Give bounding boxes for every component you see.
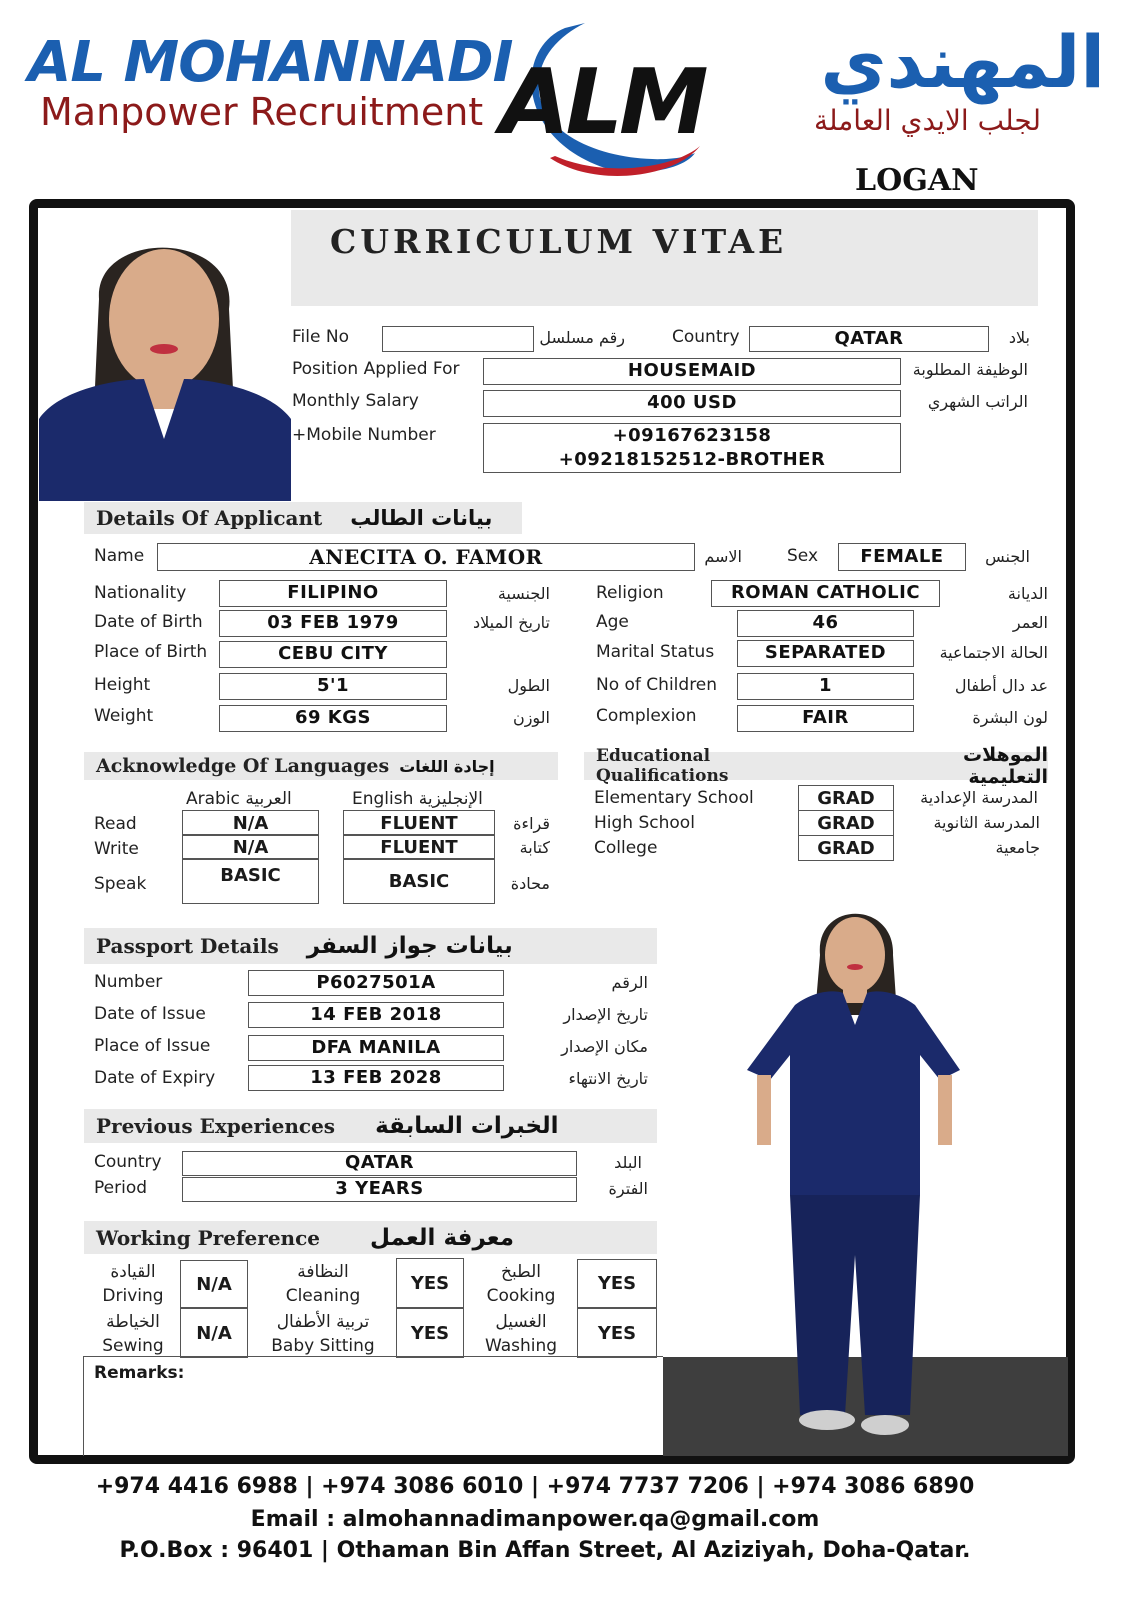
salary-field: 400 USD xyxy=(483,390,901,417)
exp-country-field: QATAR xyxy=(182,1151,577,1176)
baby-label-en: Baby Sitting xyxy=(271,1336,375,1356)
children-field: 1 xyxy=(737,673,914,700)
weight-label-ar: الوزن xyxy=(512,708,550,727)
age-label-ar: العمر xyxy=(1012,613,1048,632)
salary-label: Monthly Salary xyxy=(292,391,419,411)
experience-title: Previous Experiences xyxy=(96,1114,336,1138)
issue-date-label: Date of Issue xyxy=(94,1004,206,1024)
expiry-field: 13 FEB 2028 xyxy=(248,1065,504,1091)
position-label-ar: الوظيفة المطلوبة xyxy=(912,360,1028,379)
country-field: QATAR xyxy=(749,326,989,352)
nationality-label: Nationality xyxy=(94,583,187,603)
nationality-field: FILIPINO xyxy=(219,580,447,607)
footer-address: P.O.Box : 96401 | Othaman Bin Affan Street, Al Aziziyah, Doha-Qatar. xyxy=(119,1538,971,1563)
dob-label-ar: تاريخ الميلاد xyxy=(473,613,550,632)
preference-title: Working Preference xyxy=(96,1225,320,1250)
height-label-ar: الطول xyxy=(507,676,550,695)
height-field: 5'1 xyxy=(219,673,447,700)
baby-label-ar: تربية الأطفال xyxy=(276,1312,370,1332)
issue-place-label: Place of Issue xyxy=(94,1036,211,1056)
cooking-cell: YES xyxy=(577,1259,657,1308)
cleaning-label xyxy=(258,1260,388,1308)
issue-place-field: DFA MANILA xyxy=(248,1035,504,1061)
remarks-label: Remarks: xyxy=(94,1363,185,1383)
brand-arabic-sub: لجلب الايدي العاملة xyxy=(814,104,1041,137)
driving-cell: N/A xyxy=(180,1260,248,1308)
nationality-label-ar: الجنسية xyxy=(497,584,550,603)
sewing-label-en: Sewing xyxy=(102,1336,164,1356)
dob-field: 03 FEB 1979 xyxy=(219,610,447,637)
exp-period-label: Period xyxy=(94,1178,148,1198)
speak-label: Speak xyxy=(94,874,147,894)
elementary-label: Elementary School xyxy=(594,788,754,808)
cleaning-cell: YES xyxy=(396,1258,464,1308)
exp-country-label: Country xyxy=(94,1152,162,1172)
passport-title: Passport Details xyxy=(96,934,279,958)
high-label-ar: المدرسة الثانوية xyxy=(933,813,1040,832)
read-label: Read xyxy=(94,814,137,834)
brand-name-line2: Manpower Recruitment xyxy=(40,90,484,134)
religion-field: ROMAN CATHOLIC xyxy=(711,580,940,607)
driving-label-en: Driving xyxy=(102,1286,164,1306)
driving-label-ar: القيادة xyxy=(110,1262,156,1282)
cooking-label-ar: الطبخ xyxy=(501,1262,541,1282)
country-label-ar: بلاد xyxy=(1008,328,1030,347)
cooking-label xyxy=(472,1260,570,1308)
sewing-cell: N/A xyxy=(180,1308,248,1358)
expiry-label: Date of Expiry xyxy=(94,1068,216,1088)
write-label-ar: كتابة xyxy=(519,838,550,857)
english-write-cell: FLUENT xyxy=(343,834,495,860)
brand-arabic-name: المهندي xyxy=(820,20,1105,104)
read-label-ar: قراءة xyxy=(513,814,550,833)
sex-label: Sex xyxy=(787,546,819,566)
children-label-ar: عد دال أطفال xyxy=(954,676,1048,695)
languages-title-ar: إجادة اللغات xyxy=(399,756,495,776)
mobile-label: +Mobile Number xyxy=(292,425,436,445)
education-header xyxy=(584,744,1048,788)
alm-logo-text: ALM xyxy=(500,50,705,155)
elementary-cell: GRAD xyxy=(798,785,894,811)
details-title-ar: بيانات الطالب xyxy=(350,506,493,530)
experience-title-ar: الخبرات السابقة xyxy=(375,1113,559,1139)
complexion-label: Complexion xyxy=(596,706,697,726)
sewing-label-ar: الخياطة xyxy=(106,1312,160,1332)
issue-place-label-ar: مكان الإصدار xyxy=(561,1037,648,1056)
preference-header xyxy=(84,1221,657,1254)
footer-email: Email : almohannadimanpower.qa@gmail.com xyxy=(250,1507,820,1532)
cooking-label-en: Cooking xyxy=(486,1286,556,1306)
position-label: Position Applied For xyxy=(292,359,460,379)
languages-title: Acknowledge Of Languages xyxy=(96,755,390,777)
sex-field: FEMALE xyxy=(838,543,966,571)
baby-cell: YES xyxy=(396,1308,464,1358)
passport-number-field: P6027501A xyxy=(248,970,504,996)
file-no-field xyxy=(382,326,534,352)
file-no-label: File No xyxy=(292,327,349,347)
cv-title: CURRICULUM VITAE xyxy=(330,222,788,261)
passport-number-label-ar: الرقم xyxy=(611,973,648,992)
mobile-field xyxy=(483,423,901,473)
sewing-label xyxy=(92,1310,174,1358)
mobile-line2: +09218152512-BROTHER xyxy=(558,449,826,470)
baby-label xyxy=(258,1310,388,1358)
education-title-ar: الموهلات التعليمية xyxy=(963,744,1048,788)
cleaning-label-en: Cleaning xyxy=(285,1286,361,1306)
college-cell: GRAD xyxy=(798,835,894,861)
elementary-label-ar: المدرسة الإعدادية xyxy=(920,788,1038,807)
name-field: ANECITA O. FAMOR xyxy=(157,543,695,571)
name-label: Name xyxy=(94,546,145,566)
country-label: Country xyxy=(672,327,740,347)
issue-date-label-ar: تاريخ الإصدار xyxy=(563,1005,648,1024)
age-label: Age xyxy=(596,612,629,632)
age-field: 46 xyxy=(737,610,914,637)
high-cell: GRAD xyxy=(798,810,894,836)
passport-header xyxy=(84,928,657,964)
applicant-fullbody-photo xyxy=(735,895,975,1455)
english-col-label: English الإنجليزية xyxy=(352,789,483,809)
complexion-label-ar: لون البشرة xyxy=(972,708,1048,727)
washing-label-ar: الغسيل xyxy=(495,1312,547,1332)
arabic-speak-cell: BASIC xyxy=(182,858,319,904)
write-label: Write xyxy=(94,839,139,859)
arabic-write-cell: N/A xyxy=(182,834,319,860)
cleaning-label-ar: النظافة xyxy=(297,1262,349,1282)
english-read-cell: FLUENT xyxy=(343,810,495,836)
english-speak-cell: BASIC xyxy=(343,858,495,904)
experience-header xyxy=(84,1109,657,1143)
dob-label: Date of Birth xyxy=(94,612,203,632)
driving-label xyxy=(92,1260,174,1308)
height-label: Height xyxy=(94,675,151,695)
file-no-label-ar: رقم مسلسل xyxy=(539,328,625,347)
branch-name: LOGAN xyxy=(855,163,979,198)
position-field: HOUSEMAID xyxy=(483,358,901,385)
arabic-col-label: Arabic العربية xyxy=(186,789,292,809)
washing-label xyxy=(472,1310,570,1358)
religion-label-ar: الديانة xyxy=(1007,584,1048,603)
applicant-portrait-photo xyxy=(39,209,291,501)
issue-date-field: 14 FEB 2018 xyxy=(248,1002,504,1028)
expiry-label-ar: تاريخ الانتهاء xyxy=(568,1069,648,1088)
languages-header xyxy=(84,752,558,780)
passport-title-ar: بيانات جواز السفر xyxy=(306,933,513,959)
washing-label-en: Washing xyxy=(484,1336,558,1356)
exp-country-label-ar: البلد xyxy=(614,1153,642,1172)
marital-label-ar: الحالة الاجتماعية xyxy=(939,643,1048,662)
weight-field: 69 KGS xyxy=(219,705,447,732)
mobile-line1: +09167623158 xyxy=(612,424,772,446)
name-label-ar: الاسم xyxy=(704,547,742,566)
education-title: Educational Qualifications xyxy=(596,746,729,786)
marital-field: SEPARATED xyxy=(737,640,914,667)
college-label-ar: جامعية xyxy=(995,838,1040,857)
preference-title-ar: معرفة العمل xyxy=(369,1224,514,1251)
brand-name-line1: AL MOHANNADI xyxy=(28,30,513,95)
speak-label-ar: محادة xyxy=(510,874,550,893)
passport-number-label: Number xyxy=(94,972,163,992)
washing-cell: YES xyxy=(577,1308,657,1358)
details-title: Details Of Applicant xyxy=(96,506,323,530)
exp-period-field: 3 YEARS xyxy=(182,1177,577,1202)
salary-label-ar: الراتب الشهري xyxy=(927,392,1028,411)
exp-period-label-ar: الفترة xyxy=(608,1179,648,1198)
children-label: No of Children xyxy=(596,675,718,695)
footer-phones: +974 4416 6988 | +974 3086 6010 | +974 7737 7206 | +974 3086 6890 xyxy=(95,1474,975,1499)
weight-label: Weight xyxy=(94,706,154,726)
high-label: High School xyxy=(594,813,695,833)
marital-label: Marital Status xyxy=(596,642,715,662)
sex-label-ar: الجنس xyxy=(985,547,1030,566)
complexion-field: FAIR xyxy=(737,705,914,732)
details-header xyxy=(84,502,522,534)
pob-label: Place of Birth xyxy=(94,642,208,662)
pob-field: CEBU CITY xyxy=(219,641,447,668)
college-label: College xyxy=(594,838,658,858)
religion-label: Religion xyxy=(596,583,664,603)
arabic-read-cell: N/A xyxy=(182,810,319,836)
